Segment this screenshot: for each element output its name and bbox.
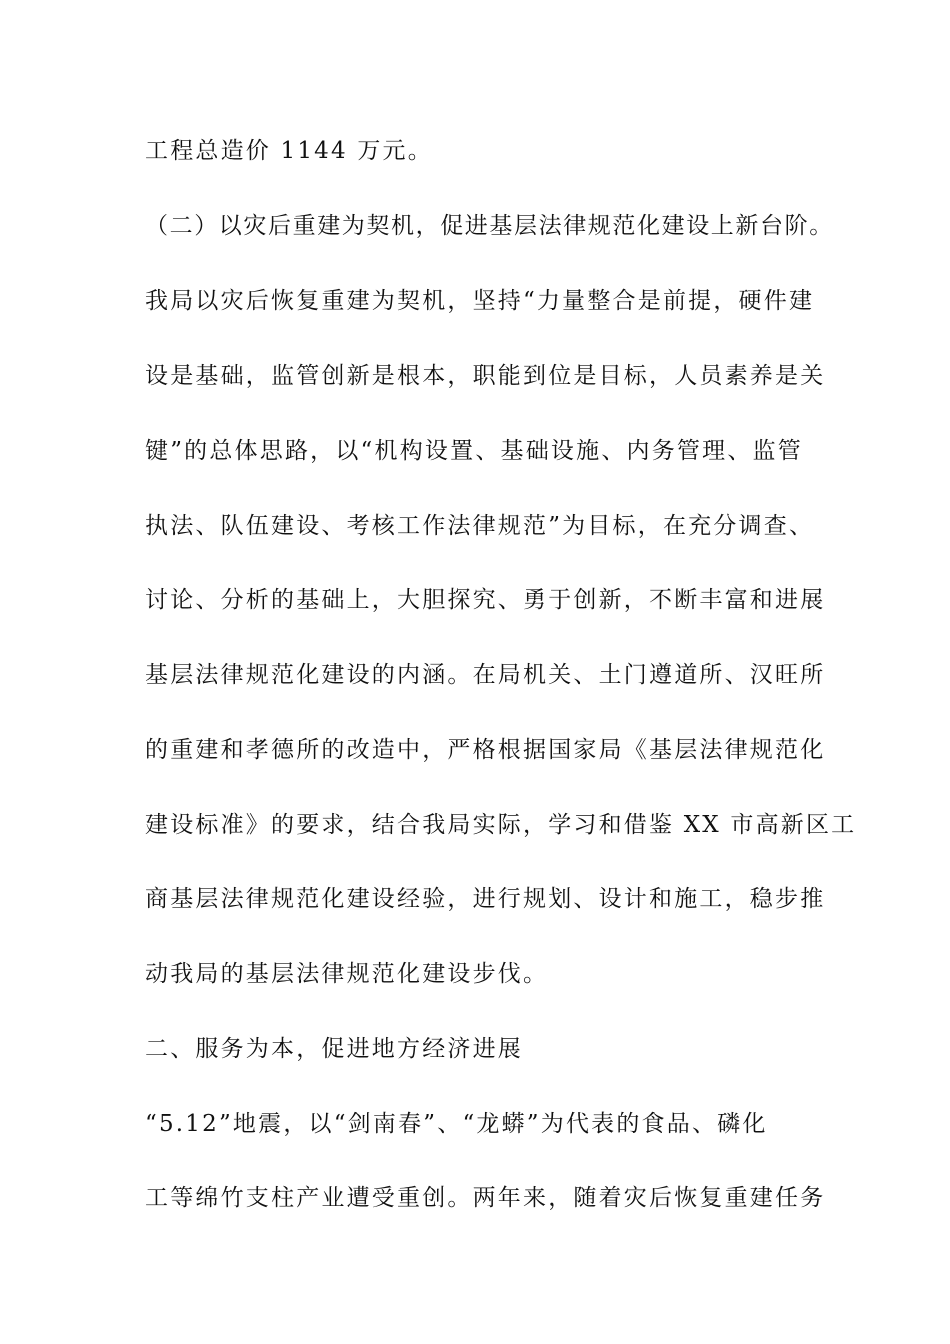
text-line-15: 工等绵竹支柱产业遭受重创。两年来，随着灾后恢复重建任务 (145, 1185, 826, 1211)
text-line-4: 设是基础，监管创新是根本，职能到位是目标，人员素养是关 (145, 363, 826, 389)
text-line-1: 工程总造价 1144 万元。 (145, 138, 433, 164)
text-line-11: 商基层法律规范化建设经验，进行规划、设计和施工，稳步推 (145, 886, 826, 912)
text-line-14: “5.12”地震，以“剑南春”、“龙蟒”为代表的食品、磷化 (145, 1111, 768, 1137)
text-line-7: 讨论、分析的基础上，大胆探究、勇于创新，不断丰富和进展 (145, 587, 826, 613)
text-line-5: 键”的总体思路，以“机构设置、基础设施、内务管理、监管 (145, 438, 803, 464)
section-heading-13: 二、服务为本，促进地方经济进展 (145, 1036, 523, 1062)
section-heading-2: （二）以灾后重建为契机，促进基层法律规范化建设上新台阶。 (145, 213, 834, 239)
text-line-12: 动我局的基层法律规范化建设步伐。 (145, 961, 549, 987)
text-line-3: 我局以灾后恢复重建为契机，坚持“力量整合是前提，硬件建 (145, 288, 815, 314)
text-line-8: 基层法律规范化建设的内涵。在局机关、土门遵道所、汉旺所 (145, 662, 826, 688)
text-line-6: 执法、队伍建设、考核工作法律规范”为目标，在充分调查、 (145, 513, 815, 539)
text-line-9: 的重建和孝德所的改造中，严格根据国家局《基层法律规范化 (145, 737, 826, 763)
text-line-10: 建设标准》的要求，结合我局实际，学习和借鉴 XX 市高新区工 (145, 812, 857, 838)
